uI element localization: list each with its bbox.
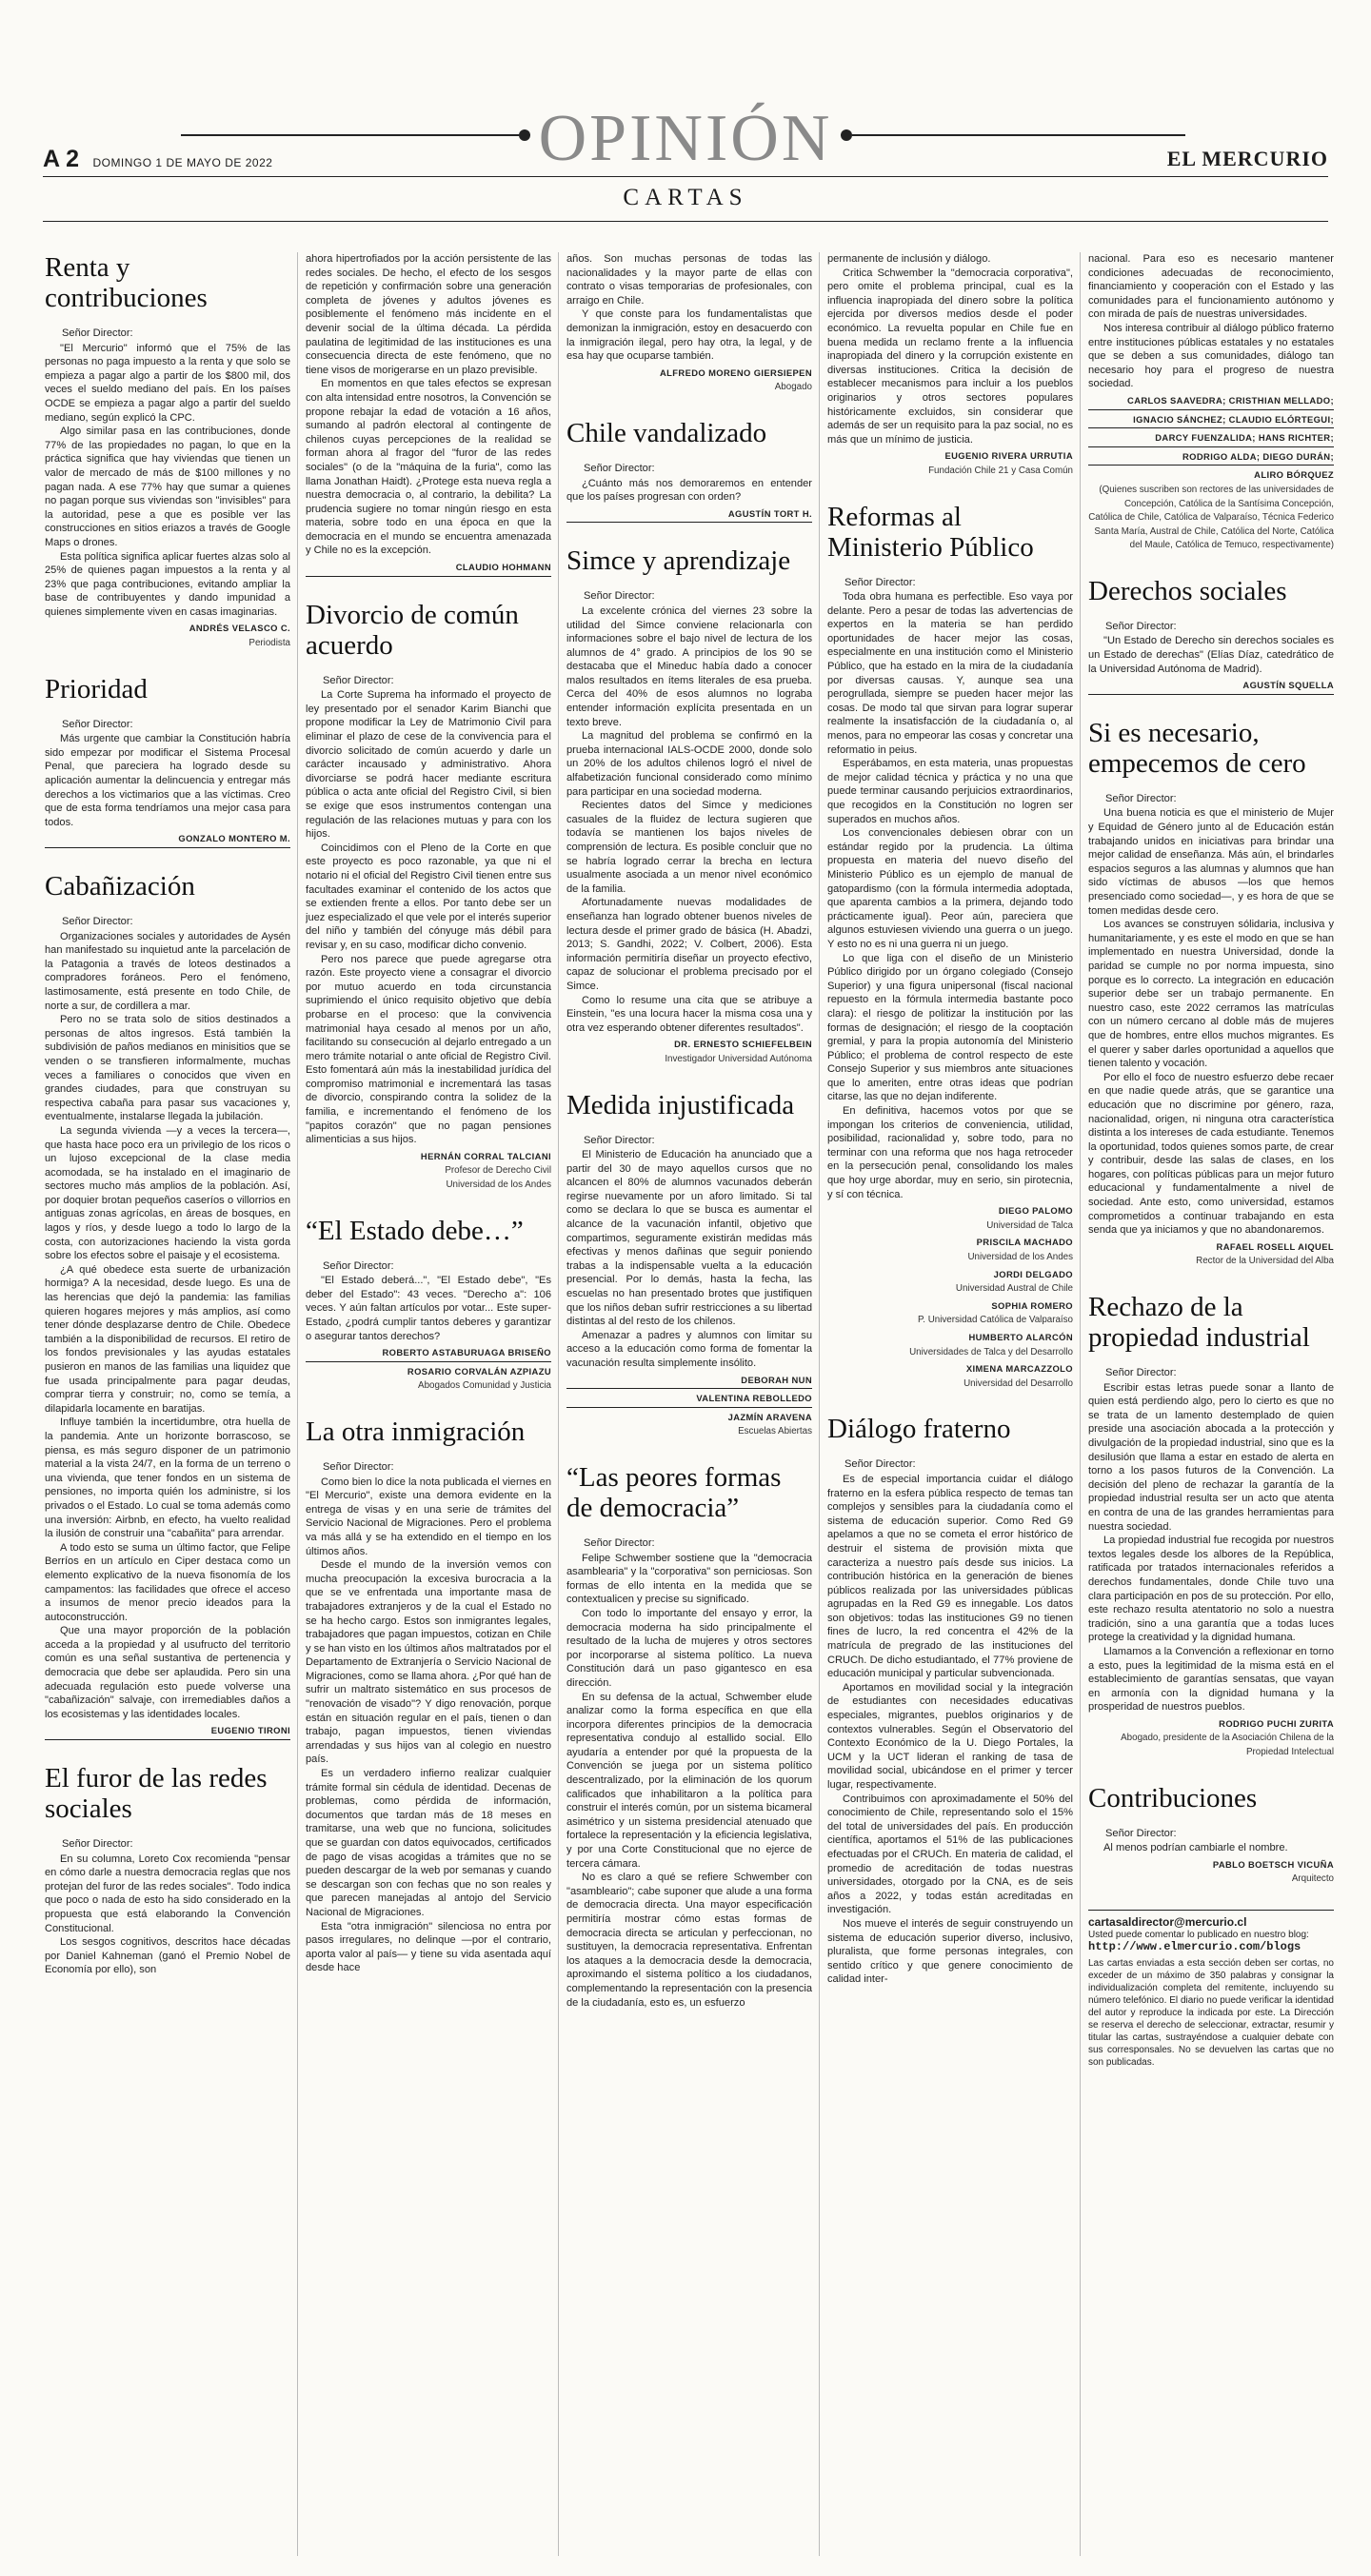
column-1 xyxy=(45,252,290,2556)
letter-paragraph: Esperábamos, en esta materia, unas propuestas de mejor calidad técnica y práctica y no una que puede terminar causando perjuicios extraordinarios, que recogidos en la Constitución no logren ser superados en muchos años. xyxy=(827,758,1073,825)
letter-headline: Prioridad xyxy=(45,673,148,704)
signature-name: ALIRO BÓRQUEZ xyxy=(1254,469,1334,481)
signature-affiliation: (Quienes suscriben son rectores de las universidades de Concepción, Católica de la Santísima Concepción, Católica de Chile, Católica de Valparaíso, Técnica Federico Santa María, Austral de Chile, Católica del Norte, Católica del Maule, Católica de Temuco, respectivamente) xyxy=(1088,484,1334,551)
letter-salutation: Señor Director: xyxy=(323,674,394,686)
letter-signature xyxy=(45,1724,290,1740)
letters-policy-box xyxy=(1088,1910,1334,2069)
letter-signature xyxy=(306,1346,551,1394)
letter-paragraph: Afortunadamente nuevas modalidades de enseñanza han logrado obtener buenos niveles de lectura desde el primer grado de básica (H. Abadzi, 2013; S. Gandhi, 2022; V. Colbert, 2006). Esta información permitiría diseñar un proyecto efectivo, capaz de solucionar el problema precisado por el Simce. xyxy=(566,897,812,992)
letter xyxy=(566,252,812,395)
column-3 xyxy=(566,252,812,2556)
letter-paragraph: Critica Schwember la "democracia corporativa", pero omite el problema principal, cual es la influencia inapropiada del dinero sobre la política ejercida por diversos medios desde el poder económico. La revuelta popular en Chile fue en buena medida un reclamo frente a la influencia inapropiada del dinero y la corrupción existente en diversas instituciones. Critica la decisión de establecer mecanismos para incluir a los pueblos originarios y otros sectores populares históricamente excluidos, sin considerar que además de ser un requisito para la paz social, no es más que un mínimo de justicia. xyxy=(827,267,1073,446)
letter-paragraph: Como lo resume una cita que se atribuye a Einstein, "es una locura hacer la misma cosa una y otra vez esperando obtener diferentes resultados". xyxy=(566,994,812,1034)
letter-paragraph: La propiedad industrial fue recogida por nuestros textos legales desde los albores de la República, ratificada por tratados internacionales referidos a derechos fundamentales, donde Chile tuvo una clara participación en pos de su protección. Por ello, este rechazo resulta atentatorio no solo a nuestra tradición, sino a una garantía que a todas luces protege la creatividad y la dignidad humana. xyxy=(1088,1535,1334,1644)
letter xyxy=(1088,252,1334,553)
letter-paragraph: Y que conste para los fundamentalistas que demonizan la inmigración, estoy en desacuerdo con la inmigración ilegal, pero hay otra, la legal, y de esa hay que ocuparse también. xyxy=(566,308,812,363)
section-title: OPINIÓN xyxy=(538,102,833,175)
signature-name: IGNACIO SÁNCHEZ; CLAUDIO ELÓRTEGUI; xyxy=(1088,413,1334,429)
letter-signature xyxy=(566,1038,812,1066)
letter-paragraph: La magnitud del problema se confirmó en la prueba internacional IALS-OCDE 2000, donde solo un 20% de los adultos chilenos logró el nivel de alfabetización funcional considerado como mínimo para participar en una sociedad moderna. xyxy=(566,730,812,798)
signature-affiliation: Universidad del Desarrollo xyxy=(964,1377,1073,1389)
letter-paragraph: La excelente crónica del viernes 23 sobre la utilidad del Simce conviene relacionarla con informaciones sobre el bajo nivel de lectura de los alumnos de 4° grado. A principios de los 90 se destacaba que el Mineduc había dado a conocer malos resultados en ítems literales de esa prueba. Cerca del 40% de esos alumnos no lograba entender información explícita presentada en un texto breve. xyxy=(566,604,812,728)
letter-paragraph: Como bien lo dice la nota publicada el viernes en "El Mercurio", existe una demora evidente en la entrega de visas y en una serie de trámites del Servicio Nacional de Migraciones. Pero el problema va más allá y se ha extendido en el tiempo en los últimos años. xyxy=(306,1476,551,1557)
letter-paragraph: Nos mueve el interés de seguir construyendo un sistema de educación superior diverso, inclusivo, pluralista, que forme personas integrales, con sentido crítico y que genere conocimiento de calidad inter- xyxy=(827,1917,1073,1986)
letter-headline: Diálogo fraterno xyxy=(827,1414,1011,1445)
letter-signature xyxy=(45,832,290,848)
letter-paragraph: Por ello el foco de nuestro esfuerzo debe recaer en que nadie quede atrás, que se garantice una educación que no discrimine por género, raza, nacionalidad, origen, ni ninguna otra característica distinta a los intereses de cada estudiante. Tenemos la oportunidad, todos quienes somos parte, de crear y contribuir, desde las salas de clases, en los hogares, con políticas públicas para un mejor futuro educacional y fundamentalmente a nivel de sociedad. Ante esto, como universidad, estamos comprometidos a continuar trabajando en esta senda que ya iniciamos y que no abandonaremos. xyxy=(1088,1071,1334,1237)
signature-name: HUMBERTO ALARCÓN xyxy=(968,1331,1073,1342)
signature-name: ANDRÉS VELASCO C. xyxy=(189,623,290,634)
signature-affiliation: Abogado xyxy=(774,382,812,393)
letter-paragraph: años. Son muchas personas de todas las nacionalidades y la mayor parte de ellas con contrato o visas temporarias de profesionales, con arraigo en Chile. xyxy=(566,253,812,307)
signature-name: RAFAEL ROSELL AIQUEL xyxy=(1216,1240,1334,1252)
masthead-divider xyxy=(43,176,1328,177)
letter-paragraph: Los convencionales debiesen obrar con un estándar regido por la prudencia. La última propuesta en materia del nuevo diseño del Ministerio Público es un ejemplo de manual de gatopardismo (con la fórmula intermedia adoptada, que aparenta cambios a la primera, dejando todo prácticamente igual). Peor aún, pareciera que algunos estuviesen viviendo una guerra o un juego. Y esto no es ni una guerra ni un juego. xyxy=(827,827,1073,950)
letter-headline: El furor de las redes sociales xyxy=(45,1763,268,1825)
letter-paragraph: ahora hipertrofiados por la acción persistente de las redes sociales. De hecho, el efecto de los sesgos de repetición y confirmación sobre una generación completa de jóvenes y adultos jóvenes es posiblemente el fenómeno más incidente en el devenir social de la última década. La pérdida paulatina de legitimidad de las instituciones es una consecuencia directa de este fenómeno, que no tiene visos de morigerarse en un plazo previsible. xyxy=(306,253,551,376)
title-dot-right xyxy=(841,129,852,141)
signature-name: AGUSTÍN SQUELLA xyxy=(1088,679,1334,695)
letter-paragraph: Influye también la incertidumbre, otra huella de la pandemia. Ante un horizonte borrascoso, se piensa, es más seguro disponer de un patrimonio material a la vista 24/7, en la forma de un terreno o una vivienda, que tener fondos en un sistema de pensiones, no importa quién los administre, si los privados o el Estado. Lo cual se toma además como una inversión: Airbnb, en efecto, ha vuelto realidad la ilusión de construir una "cabañita" para arrendar. xyxy=(45,1417,290,1540)
signature-name: DIEGO PALOMO xyxy=(998,1205,1073,1217)
signature-affiliation: Rector de la Universidad del Alba xyxy=(1196,1256,1334,1267)
letter xyxy=(827,252,1073,479)
letter-paragraph: La segunda vivienda —y a veces la tercera—, que hasta hace poco era un privilegio de los ricos o un lujoso excepcional de la clase media acomodada, se ha instalado en el imaginario de sectores mucho más amplios de la población. Así, por doquier brotan pequeños caseríos o villorrios en antiguas zonas agrícolas, en áreas de bosques, en lagos y ríos, y desde luego a todo lo largo de la costa, con autorizaciones haciendo la vista gorda sobre los efectos sobre el paisaje y el ecosistema. xyxy=(45,1124,290,1262)
letter-headline: Cabañización xyxy=(45,871,195,902)
subsection-divider xyxy=(43,221,1328,222)
letter-signature xyxy=(566,367,812,395)
letter xyxy=(566,1462,812,2010)
signature-name: ALFREDO MORENO GIERSIEPEN xyxy=(659,367,812,378)
letter-headline: “Las peores formas de democracia” xyxy=(566,1461,782,1523)
letter-signature xyxy=(1088,1858,1334,1887)
letter-salutation: Señor Director: xyxy=(844,1458,916,1471)
letter-paragraph: Más urgente que cambiar la Constitución habría sido empezar por modificar el Sistema Procesal Penal, que pareciera ha logrado desde su aplicación aumentar la delincuencia y entregar más derechos a los victimarios que a las víctimas. Creo que de esta forma tendríamos una mejor casa para todos. xyxy=(45,733,290,828)
letter-paragraph: Es de especial importancia cuidar el diálogo fraterno en la esfera pública respecto de temas tan complejos y sensibles para la ciudadanía como el sistema de educación superior. Como Red G9 apelamos a que no se cometa el error histórico de destruir el sistema de provisión mixta que caracteriza a nuestro país desde sus inicios. La contribución histórica en la generación de bienes públicos realizada por las universidades públicas agrupadas en la Red G9 es innegable. Los datos son objetivos: todas las instituciones G9 no tienen fines de lucro, la red concentra el 42% de la matrícula de pregrado de las instituciones del CRUCh. De dicho estudiantado, el 77% proviene de educación municipal y particular subvencionada. xyxy=(827,1473,1073,1680)
letter-paragraph: Organizaciones sociales y autoridades de Aysén han manifestado su inquietud ante la parcelación de la Patagonia a través de loteos destinados a compradores foráneos. Pero el fenómeno, lastimosamente, está presente en todo Chile, de norte a sur, de cordillera a mar. xyxy=(45,930,290,1012)
signature-affiliation: Universidad de Talca xyxy=(986,1219,1073,1231)
letter-paragraph: Coincidimos con el Pleno de la Corte en que este proyecto es poco razonable, ya que ni el notario ni el oficial del Registro Civil tienen entre sus facultades examinar el contenido de los actos que se extienden frente a ellos. Por tanto debe ser un juez especializado el que vele por el interés superior del niño y también del cónyuge más débil para revisar y, en su caso, modificar dicho convenio. xyxy=(306,842,551,951)
letter-paragraph: "El Mercurio" informó que el 75% de las personas no paga impuesto a la renta y que solo se empieza a pagar algo a partir de los $800 mil, dos veces el sueldo mediano del país. En los países OCDE se empieza a pagar algo a partir del sueldo mediano, según explicó la CPC. xyxy=(45,342,290,424)
letter-salutation: Señor Director: xyxy=(584,590,655,603)
letter-salutation: Señor Director: xyxy=(1105,1827,1177,1839)
signature-name: VALENTINA REBOLLEDO xyxy=(566,1392,812,1408)
signature-name: HERNÁN CORRAL TALCIANI xyxy=(420,1150,551,1161)
letter-paragraph: "Un Estado de Derecho sin derechos sociales es un Estado de derechas" (Elías Díaz, catedrático de la Universidad Autónoma de Madrid). xyxy=(1088,635,1334,675)
letter-paragraph: Con todo lo importante del ensayo y error, la democracia moderna ha sido principalmente el resultado de la lucha de mujeres y otros sectores por incorporarse al sistema político. La nueva Constitución dará un paso gigantesco en esa dirección. xyxy=(566,1607,812,1689)
letter-headline: Reformas al Ministerio Público xyxy=(827,501,1034,563)
signature-name: RODRIGO PUCHI ZURITA xyxy=(1219,1717,1334,1729)
signature-affiliation: Universidad de los Andes xyxy=(967,1252,1073,1262)
letter-signature xyxy=(306,561,551,577)
signature-name: AGUSTÍN TORT H. xyxy=(566,507,812,524)
letter xyxy=(566,1090,812,1439)
signature-name: ROBERTO ASTABURUAGA BRISEÑO xyxy=(306,1346,551,1362)
letter xyxy=(306,1417,551,1975)
letter-paragraph: Al menos podrían cambiarle el nombre. xyxy=(1103,1842,1288,1854)
page-number: A 2 xyxy=(43,146,79,172)
column-separator xyxy=(558,252,559,2556)
signature-affiliation: Fundación Chile 21 y Casa Común xyxy=(928,465,1073,476)
signature-name: DEBORAH NUN xyxy=(566,1374,812,1390)
letter-signature xyxy=(1088,679,1334,695)
letter-paragraph: Que una mayor proporción de la población acceda a la propiedad y al usufructo del territorio común es una señal sustantiva de pertenencia y democracia que debe ser aplaudida. Pero sin una adecuada regulación esto puede volverse una "cabañización" salvaje, con irremediables daños a los ecosistemas y las identidades locales. xyxy=(45,1625,290,1720)
column-separator xyxy=(1080,252,1081,2556)
letter-salutation: Señor Director: xyxy=(62,327,133,339)
letter-paragraph: "El Estado deberá...", "El Estado debe", "Es deber del Estado": 43 veces. "Derecho a": 106 veces. Y aún faltan artículos por votar... Este super-Estado, ¿podrá cumplir tantos deberes y garantizar o asegurar tantos derechos? xyxy=(306,1275,551,1342)
signature-name: CLAUDIO HOHMANN xyxy=(306,561,551,577)
letter-paragraph: Es un verdadero infierno realizar cualquier trámite formal sin cédula de identidad. Decenas de problemas, como pérdida de información, documentos que tardan más de 18 meses en tramitarse, una web que no funciona, solicitudes que se guardan con datos equivocados, certificados de pago de visas acogidas a trámites que no se pueden descargar de la web por semanas y cuando se descargan son con fechas que no son reales y que parecen manejadas al antojo del Servicio Nacional de Migraciones. xyxy=(306,1768,551,1918)
letter-salutation: Señor Director: xyxy=(62,718,133,730)
letter-signature xyxy=(306,1150,551,1193)
letter xyxy=(566,418,812,523)
letter-paragraph: A todo esto se suma un último factor, que Felipe Berríos en un artículo en Ciper destaca como un elemento explicativo de la nueva fisonomía de los campamentos: las facilidades que ofrece el acceso a insumos de menor precio ideados para la autoconstrucción. xyxy=(45,1541,290,1623)
letter-paragraph: Recientes datos del Simce y mediciones casuales de la fluidez de lectura sugieren que todavía se mantienen los bajos niveles de comprensión de lectura. Es posible concluir que no se habría logrado cerrar la brecha en lectura usualmente asociada a un menor nivel económico de la familia. xyxy=(566,800,812,895)
letter-paragraph: permanente de inclusión y diálogo. xyxy=(827,253,991,265)
blog-intro: Usted puede comentar lo publicado en nuestro blog: xyxy=(1088,1930,1309,1941)
letter-headline: Derechos sociales xyxy=(1088,575,1287,606)
letter-salutation: Señor Director: xyxy=(844,576,916,588)
letter xyxy=(45,871,290,1740)
signature-affiliation: P. Universidad Católica de Valparaíso xyxy=(917,1315,1073,1326)
signature-name: EUGENIO RIVERA URRUTIA xyxy=(944,450,1073,462)
column-4 xyxy=(827,252,1073,2556)
letter-paragraph: Llamamos a la Convención a reflexionar en torno a esto, pues la legitimidad de la misma está en el establecimiento de garantías sensatas, que vayan en armonía con la dignidad humana y la prosperidad de nuestros pueblos. xyxy=(1088,1645,1334,1714)
column-separator xyxy=(297,252,298,2556)
letter-signature xyxy=(1088,1240,1334,1269)
letter-signature xyxy=(1088,1717,1334,1760)
letter-paragraph: La Corte Suprema ha informado el proyecto de ley presentado por el senador Karim Bianchi que propone modificar la Ley de Matrimonio Civil para eliminar el plazo de cese de la convivencia para el divorcio solicitado de común acuerdo y darle un carácter incausado y administrativo. Ahora divorciarse se podrá hacer mediante escritura pública o acta ante oficial del Registro Civil, si bien se exige que esos instrumentos contengan una regulación de las relaciones mutuas y para con los hijos. xyxy=(306,689,551,841)
letter-salutation: Señor Director: xyxy=(323,1259,394,1272)
letter-headline: Simce y aprendizaje xyxy=(566,545,791,577)
letter-paragraph: Nos interesa contribuir al diálogo público fraterno entre instituciones públicas estatales y no estatales que se deben a sus comunidades, diálogo tan necesario hoy para el progreso de nuestra sociedad. xyxy=(1088,322,1334,390)
letter xyxy=(1088,1292,1334,1760)
signature-affiliation: Universidades de Talca y del Desarrollo xyxy=(909,1346,1073,1357)
letter xyxy=(566,545,812,1066)
signature-name: EUGENIO TIRONI xyxy=(45,1724,290,1740)
signature-name: SOPHIA ROMERO xyxy=(991,1299,1073,1311)
column-5 xyxy=(1088,252,1334,2556)
letter-paragraph: Lo que liga con el diseño de un Ministerio Público dirigido por un órgano colegiado (Consejo Superior) y una figura unipersonal (fiscal nacional repuesto en la fórmula intermedia bastante poco clara): el riesgo de politizar la institución por las formas de designación; el riesgo de la cooptación gremial, y para la propia autonomía del Ministerio Público; el problema de control respecto de este Consejo Superior y sus miembros ante situaciones que lo ameriten, entre otras ideas que podrían citarse, las que no dejan indiferente. xyxy=(827,952,1073,1103)
letter xyxy=(45,1763,290,1977)
signature-affiliation: Investigador Universidad Autónoma xyxy=(665,1053,812,1064)
letter xyxy=(45,252,290,651)
letter xyxy=(306,1216,551,1394)
letter-paragraph: Algo similar pasa en las contribuciones, donde 77% de las propiedades no pagan, lo que en la práctica significa que hay viviendas que tienen un valor de mercado de más de $100 millones y no pagan nada. A ese 77% hay que sumar a quienes no pagan porque sus viviendas son "invisibles" para la autoridad, pese a que es posible ver las construcciones en sitios eriazos a través de Google Maps o drones. xyxy=(45,426,290,548)
letter-salutation: Señor Director: xyxy=(1105,792,1177,804)
letter-salutation: Señor Director: xyxy=(1105,620,1177,632)
letter-salutation: Señor Director: xyxy=(584,462,655,474)
letter-signature xyxy=(1088,394,1334,553)
letter-salutation: Señor Director: xyxy=(323,1460,394,1473)
letter xyxy=(1088,576,1334,695)
letter-headline: La otra inmigración xyxy=(306,1416,526,1447)
letters-policy: Las cartas enviadas a esta sección deben ser cortas, no exceder de un máximo de 350 palabras y consignar la individualización completa del remitente, incluyendo su número telefónico. El diario no puede verificar la identidad del autor y reproduce la indicada por este. La Dirección se reserva el derecho de seleccionar, extractar, resumir y titular las cartas, sustrayéndose a cualquier debate con sus corresponsales. No se devuelven las cartas que no son publicadas. xyxy=(1088,1958,1334,2069)
letter-paragraph: En su columna, Loreto Cox recomienda "pensar en cómo darle a nuestra democracia reglas que nos protejan del furor de las redes sociales". Todo indica que poco o nada de esto ha sido considerado en la propuesta que está elaborando la Convención Constitucional. xyxy=(45,1853,290,1934)
letter-signature xyxy=(566,507,812,524)
letter-paragraph: Contribuimos con aproximadamente el 50% del conocimiento de Chile, representando solo el 15% del total de universidades del país. En producción científica, aportamos el 51% de las publicaciones efectuadas por el CRUCh. En materia de calidad, el promedio de acreditación de todas nuestras universidades, otorgado por la CNA, es de seis años a 2022, y todas están acreditadas en investigación. xyxy=(827,1793,1073,1916)
letter-headline: Si es necesario, empecemos de cero xyxy=(1088,717,1306,779)
letter-paragraph: En su defensa de la actual, Schwember elude analizar como la forma específica en que ella incorpora diferentes principios de la democracia representativa condujo al estallido social. Ello ayudaría a entender por qué la propuesta de la Convención se juega por un sistema político descentralizado, por la eliminación de los quorum calificados que inhabilitaron a la política para construir el interés común, por un sistema bicameral asimétrico y un sistema presidencial atenuado que fortalece la representación y la eficiencia legislativa, y por una Corte Constitucional que no ejerce de tercera cámara. xyxy=(566,1691,812,1870)
signature-name: JORDI DELGADO xyxy=(993,1268,1073,1279)
signature-name: DARCY FUENZALIDA; HANS RICHTER; xyxy=(1088,431,1334,447)
signature-affiliation: Profesor de Derecho Civil Universidad de los Andes xyxy=(445,1165,551,1191)
column-separator xyxy=(819,252,820,2556)
letter-signature xyxy=(827,1204,1073,1391)
letter-headline: Medida injustificada xyxy=(566,1089,795,1120)
letter-headline: Renta y contribuciones xyxy=(45,252,208,313)
letter-paragraph: Pero nos parece que puede agregarse otra razón. Este proyecto viene a consagrar el divorcio por mutuo acuerdo en toda circunstancia suprimiendo el único requisito objetivo que debía probarse en el proceso: que la convivencia matrimonial haya cesado al menos por un año, facilitando su consecución al dejarlo entregado a un mero trámite notarial o ante oficial de Registro Civil. Esto fomentará aún más la inestabilidad jurídica del compromiso matrimonial e incrementará las tasas de divorcio, conspirando contra la solidez de la familia, e incrementando el fenómeno de los "papitos corazón" que no pagan pensiones alimenticias a sus hijos. xyxy=(306,953,551,1146)
signature-affiliation: Abogado, presidente de la Asociación Chilena de la Propiedad Intelectual xyxy=(1121,1733,1334,1758)
signature-name: GONZALO MONTERO M. xyxy=(45,832,290,848)
letter-paragraph: No es claro a qué se refiere Schwember con "asambleario"; cabe suponer que alude a una forma de democracia directa. Una mayor especificación permitiría mostrar cómo estas formas de democracia directa se articulan y perfeccionan, no sustituyen, la democracia representativa. Enfrentan los ataques a la democracia desde la democracia, aproximando el sistema político a los ciudadanos, complementando la representación con la presencia de la ciudadanía, esto es, un esfuerzo xyxy=(566,1872,812,2009)
letter xyxy=(1088,1783,1334,1887)
title-rule-right xyxy=(852,134,1185,136)
signature-affiliation: Periodista xyxy=(248,638,290,649)
letter-paragraph: En definitiva, hacemos votos por que se impongan los criterios de conveniencia, utilidad, posibilidad, racionalidad y, sobre todo, para no terminar con una reforma que nos haga retroceder en la persecución penal, consolidando los males que hoy urge abordar, muy en serio, sin pirotecnia, y sí con técnica. xyxy=(827,1105,1073,1200)
signature-affiliation: Arquitecto xyxy=(1291,1873,1334,1885)
letter-paragraph: ¿A qué obedece esta suerte de urbanización hormiga? A la necesidad, desde luego. Es una de las herencias que dejó la pandemia: las familias quieren hogares mejores y más amplios, así como tener dónde desplazarse dentro de Chile. Obedece también a la disponibilidad de recursos. El retiro de los fondos previsionales y las ayudas estatales pusieron en manos de las familias una liquidez que fue usada principalmente para pagar deudas, comprar tierra y construir; no, como se temía, a dilapidarla locamente en baratijas. xyxy=(45,1263,290,1415)
column-2 xyxy=(306,252,551,2556)
editor-email: cartasaldirector@mercurio.cl xyxy=(1088,1915,1247,1930)
signature-name: PABLO BOETSCH VICUÑA xyxy=(1212,1858,1334,1870)
letter-headline: Divorcio de común acuerdo xyxy=(306,599,519,661)
letter-salutation: Señor Director: xyxy=(62,916,133,927)
letter-salutation: Señor Director: xyxy=(1105,1367,1177,1379)
letter-paragraph: Toda obra humana es perfectible. Eso vaya por delante. Pero a pesar de todas las advertencias de expertos en la materia se han perdido oportunidades de hacer mejor las cosas, especialmente en una institución como el Ministerio Público, que ha estado en la mira de la ciudadanía por diversas causas. Y, aunque sea una perogrullada, siempre se pueden hacer mejor las cosas. De modo tal que sirvan para lograr superar realmente la insatisfacción de la ciudadanía o, al menos, para no empeorar las cosas y concretar una reformatio in peius. xyxy=(827,591,1073,756)
letter-paragraph: Esta "otra inmigración" silenciosa no entra por pasos irregulares, no delinque —por el contrario, aporta valor al país— y tiene su vida asentada aquí desde hace xyxy=(306,1920,551,1974)
letter xyxy=(827,502,1073,1392)
signature-name: RODRIGO ALDA; DIEGO DURÁN; xyxy=(1088,450,1334,466)
blog-url: http://www.elmercurio.com/blogs xyxy=(1088,1940,1301,1954)
signature-affiliation: Universidad Austral de Chile xyxy=(955,1283,1073,1295)
letter-paragraph: Aportamos en movilidad social y la integración de estudiantes con necesidades educativas especiales, migrantes, pueblos originarios y de contextos vulnerables. Según el Observatorio del Contexto Económico de la U. Diego Portales, la UCM y la UCT lideran el ranking de tasa de movilidad social, ubicándose en el primer y tercer lugar, respectivamente. xyxy=(827,1681,1073,1791)
signature-affiliation: Abogados Comunidad y Justicia xyxy=(418,1380,551,1392)
letter-signature xyxy=(45,622,290,650)
letter xyxy=(45,674,290,848)
letter-headline: Contribuciones xyxy=(1088,1782,1258,1813)
letter-paragraph: Esta política significa aplicar fuertes alzas solo al 25% de quienes pagan impuestos a la renta y al 23% que paga contribuciones, evitando ampliar la base de contribuyentes y dando impunidad a quienes simplemente viven en casas imaginarias. xyxy=(45,550,290,618)
letter-headline: Rechazo de la propiedad industrial xyxy=(1088,1292,1310,1354)
subsection-title: CARTAS xyxy=(623,185,748,210)
letter-signature xyxy=(827,449,1073,478)
letter-headline: Chile vandalizado xyxy=(566,417,767,448)
letter-paragraph: Felipe Schwember sostiene que la "democracia asamblearia" y la "corporativa" son perniciosas. Son formas de ello intenta en la medida que se contextualicen y precise su significado. xyxy=(566,1552,812,1606)
letter xyxy=(827,1414,1073,1987)
signature-name: ROSARIO CORVALÁN AZPIAZU xyxy=(407,1365,551,1377)
letter-headline: “El Estado debe…” xyxy=(306,1215,524,1246)
letter-paragraph: Escribir estas letras puede sonar a llanto de quien está perdiendo algo, pero lo cierto es que no se trata de un lamento destemplado de quien preside una asociación abocada a la protección y divulgación de la propiedad industrial, sino que es la desilusión que llama a estar en estado de alerta en torno a los pasos futuros de la Convención. La decisión del pleno de rechazar la garantía de la propiedad industrial resulta ser un acto que atenta en contra de una de las grandes herramientas para nuestra sociedad. xyxy=(1088,1381,1334,1533)
signature-name: XIMENA MARCAZZOLO xyxy=(965,1363,1073,1375)
letter-paragraph: Pero no se trata solo de sitios destinados a personas de altos ingresos. Está también la subdivisión de paños medianos en minisitios que se venden o se transfieren informalmente, muchas veces a familiares o conocidos que viven en grandes ciudades, para que construyan su respectiva cabaña para pasar sus vacaciones y, eventualmente, instalarse llegada la jubilación. xyxy=(45,1014,290,1123)
signature-name: DR. ERNESTO SCHIEFELBEIN xyxy=(674,1039,812,1050)
signature-name: JAZMÍN ARAVENA xyxy=(727,1411,812,1422)
letter-salutation: Señor Director: xyxy=(62,1838,133,1851)
letter-paragraph: El Ministerio de Educación ha anunciado que a partir del 30 de mayo aquellos cursos que no alcancen el 80% de alumnos vacunados deberán regirse nuevamente por un aforo limitado. Si tal como se declara lo que se busca es aumentar el alcance de la vacunación infantil, objetivo que compartimos, seguramente existirán medidas más efectivas y menos dañinas que seguir poniendo trabas a la indispensable vuelta a la educación presencial. Por lo demás, hasta la fecha, las escuelas no han presentado brotes que justifiquen que los niños deban sufrir restricciones a su libertad distintas al del resto de los chilenos. xyxy=(566,1149,812,1328)
letter-paragraph: En momentos en que tales efectos se expresan con alta intensidad entre nosotros, la Convención se propone rebajar la edad de votación a 16 años, sumando al padrón electoral al contingente de chilenos cuyas percepciones de la realidad se forman ahora al fragor del "furor de las redes sociales" (o de la "máquina de la furia", como las llama Jonathan Haidt). ¿Protege esta nueva regla a nuestra democracia o, al contrario, la debilita? La prudencia sugiere no tomar ningún riesgo en esta materia, sobre todo en una época en que la democracia en el mundo se encuentra amenazada y Chile no es la excepción. xyxy=(306,378,551,557)
letter-paragraph: ¿Cuánto más nos demoraremos en entender que los países progresan con orden? xyxy=(566,477,812,504)
letter-paragraph: Los sesgos cognitivos, descritos hace décadas por Daniel Kahneman (ganó el Premio Nobel de Economía por ello), son xyxy=(45,1936,290,1976)
letter-paragraph: nacional. Para eso es necesario mantener condiciones adecuadas de reconocimiento, financiamiento y cooperación con el Estado y las comunidades para el funcionamiento autónomo y con mirada de país de nuestras universidades. xyxy=(1088,253,1334,321)
signature-name: PRISCILA MACHADO xyxy=(976,1237,1073,1248)
letter xyxy=(306,252,551,577)
letter-paragraph: Amenazar a padres y alumnos con limitar su acceso a la educación como forma de fomentar la vacunación resulta simplemente insólito. xyxy=(566,1329,812,1369)
letter xyxy=(306,600,551,1193)
letter xyxy=(1088,718,1334,1269)
letter-paragraph: Desde el mundo de la inversión vemos con mucha preocupación la excesiva burocracia a la que se ve enfrentada una importante masa de trabajadores extranjeros y de la cual el Estado no se ha hecho cargo. Estos son inmigrantes legales, trabajadores que pagan impuestos, cotizan en Chile y se han visto en los últimos años maltratados por el Departamento de Extranjería o Servicio Nacional de Migraciones, como se llama ahora. ¿Por qué han de sufrir un maltrato sistemático en sus procesos de "renovación de visado"? Y digo renovación, porque están en situación regular en el país, tienen o dan trabajo, pagan impuestos, tienen viviendas arrendadas y sus hijos van al colegio en nuestro país. xyxy=(306,1559,551,1766)
issue-date: DOMINGO 1 DE MAYO DE 2022 xyxy=(92,156,273,169)
letter-signature xyxy=(566,1374,812,1439)
masthead xyxy=(43,100,1328,174)
newspaper-logo: EL MERCURIO xyxy=(1166,147,1328,170)
letter-salutation: Señor Director: xyxy=(584,1134,655,1146)
letter-salutation: Señor Director: xyxy=(584,1536,655,1549)
signature-affiliation: Escuelas Abiertas xyxy=(738,1426,812,1437)
signature-name: CARLOS SAAVEDRA; CRISTHIAN MELLADO; xyxy=(1088,394,1334,410)
letter-paragraph: Una buena noticia es que el ministerio de Mujer y Equidad de Género junto al de Educación están trabajando unidos en iniciativas para brindar una mejor calidad de enseñanza. Más aún, el brindarles espacios seguros a las alumnas y alumnos que han sido víctimas de abusos —los que hemos presenciado como sociedad—, y es hora de que se tomen medidas desde cero. xyxy=(1088,807,1334,917)
letter-paragraph: Los avances se construyen sólidaria, inclusiva y humanitariamente, y es este el modo en que se han implementado en nuestra Universidad, donde la paridad se cumple no por norma impuesta, sino porque es lo correcto. La integración en educación superior debe ser un trabajo permanente. En nuestro caso, este 2022 cerramos las matrículas con un número cercano al doble más de mujeres que de hombres, entre ellos muchos migrantes. Es el querer y saber darles oportunidad a aquellos que tienen talento y vocación. xyxy=(1088,919,1334,1070)
